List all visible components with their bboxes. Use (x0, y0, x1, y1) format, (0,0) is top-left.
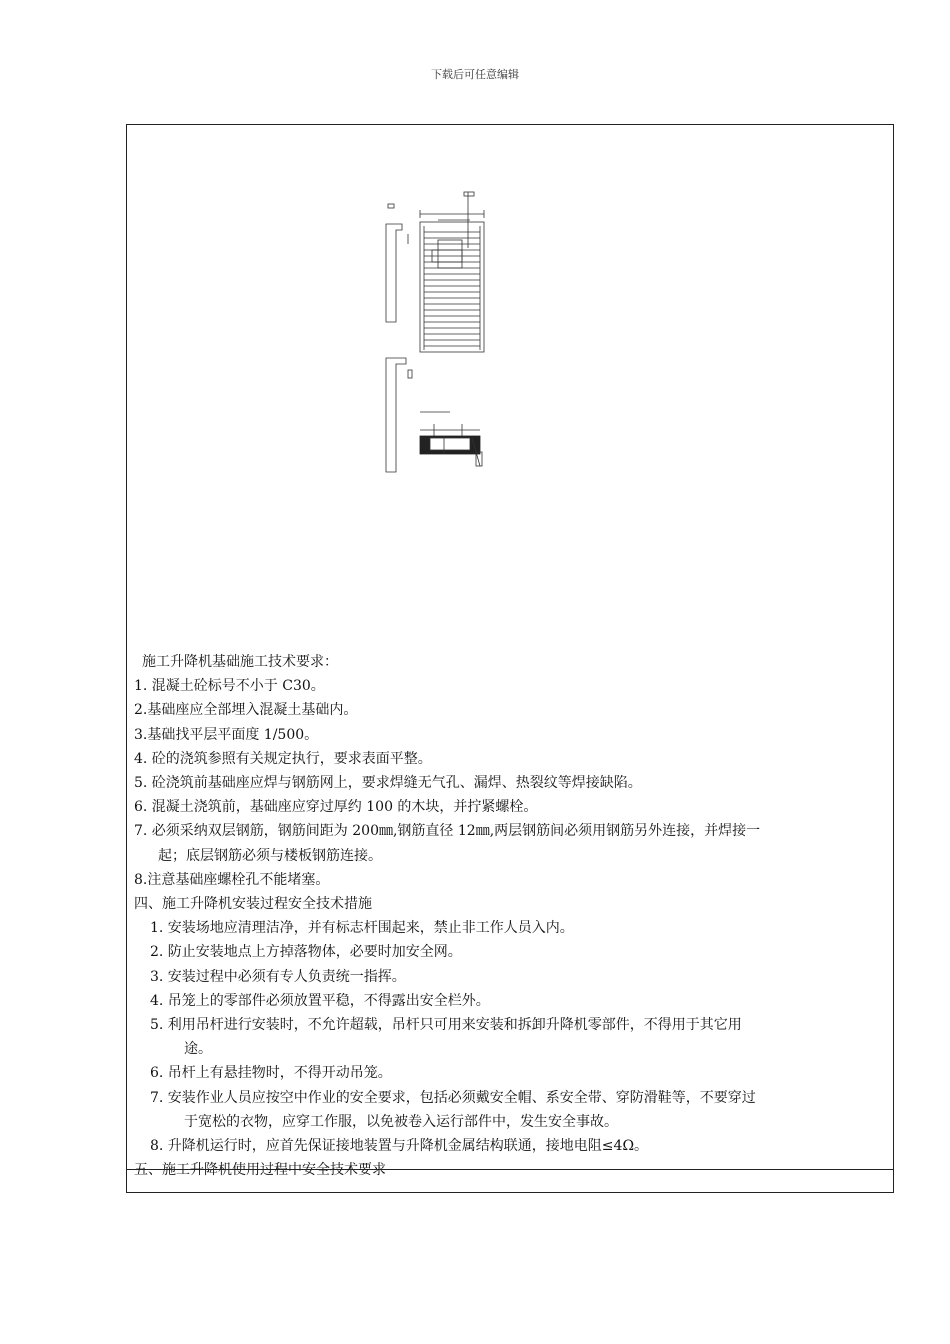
header-note: 下载后可任意编辑 (431, 68, 519, 81)
list-item: 3.基础找平层平面度 1/500。 (134, 726, 319, 743)
list-item-continuation: 途。 (184, 1041, 212, 1058)
list-item: 2.基础座应全部埋入混凝土基础内。 (134, 702, 358, 719)
list-item: 4. 砼的浇筑参照有关规定执行，要求表面平整。 (134, 750, 432, 767)
list-item: 3. 安装过程中必须有专人负责统一指挥。 (150, 968, 406, 985)
install-section-title: 四、施工升降机安装过程安全技术措施 (134, 896, 372, 913)
list-item: 4. 吊笼上的零部件必须放置平稳，不得露出安全栏外。 (150, 992, 490, 1009)
list-item: 1. 安装场地应清理洁净，并有标志杆围起来，禁止非工作人员入内。 (150, 920, 574, 937)
list-item: 6. 吊杆上有悬挂物时，不得开动吊笼。 (150, 1065, 392, 1082)
foundation-drawing (384, 190, 500, 474)
list-item: 7. 安装作业人员应按空中作业的安全要求，包括必须戴安全帽、系安全带、穿防滑鞋等，不要穿过 (150, 1089, 756, 1106)
list-item: 5. 利用吊杆进行安装时，不允许超载，吊杆只可用来安装和拆卸升降机零部件，不得用于其它用 (150, 1017, 742, 1034)
requirements-text (134, 650, 886, 1182)
foundation-title: 施工升降机基础施工技术要求： (142, 654, 338, 670)
list-item-continuation: 起；底层钢筋必须与楼板钢筋连接。 (158, 847, 382, 864)
usage-section-title: 五、施工升降机使用过程中安全技术要求 (134, 1162, 386, 1179)
list-item-continuation: 于宽松的衣物，应穿工作服，以免被卷入运行部件中，发生安全事故。 (184, 1113, 618, 1130)
list-item: 6. 混凝土浇筑前，基础座应穿过厚约 100 的木块，并拧紧螺栓。 (134, 799, 538, 816)
list-item: 1. 混凝土砼标号不小于 C30。 (134, 678, 325, 695)
list-item: 5. 砼浇筑前基础座应焊与钢筋网上，要求焊缝无气孔、漏焊、热裂纹等焊接缺陷。 (134, 775, 642, 792)
list-item: 8.注意基础座螺栓孔不能堵塞。 (134, 871, 330, 888)
list-item: 7. 必须采纳双层钢筋，钢筋间距为 200㎜,钢筋直径 12㎜,两层钢筋间必须用钢筋另外连接，并焊接一 (134, 823, 761, 840)
table-divider (126, 1169, 894, 1170)
list-item: 2. 防止安装地点上方掉落物体，必要时加安全网。 (150, 944, 462, 961)
list-item: 8. 升降机运行时，应首先保证接地装置与升降机金属结构联通，接地电阻≤4Ω。 (150, 1138, 649, 1155)
